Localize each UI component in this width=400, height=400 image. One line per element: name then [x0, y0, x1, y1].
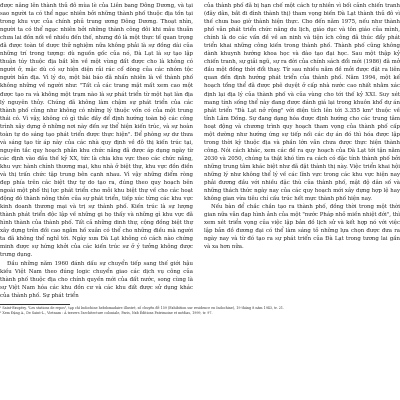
footnote-1: ¹ Saint-Exupéry, "Les stations de repos", tạp chí Indochine hebdomadaire illustré, số chuyên đề 159 (Exhibition sur residence en Indochine), 19 tháng 8 năm 1943, tr. 21. [0, 306, 284, 310]
footnote-divider [0, 304, 70, 305]
footnotes [0, 306, 284, 315]
footnote-2: ² Xem Đặng A., De Saint-L., Vietnam : À travers l'architecture coloniale, Paris, Nxb Éditions Patrimoine et médias, 1999, tr. 97. [0, 310, 213, 315]
right-paragraph-2: Nếu bàn để chắc chắn tạo ra thành phố, đồng thời trong một thời gian nữa vẫn đạp hình ảnh của một "nước Pháp nhỏ miền nhiệt đới", thì xem xét triển vọng của việc lập bản đồ lịch sử và kết hợp nó với việc lập bản đồ đương đại có thể làm sáng tỏ những lựa chọn được đưa ra ngày nay và từ đó tạo ra sự phát triển của Đà Lạt trong tương lai gần và xa hơn nữa. [204, 204, 400, 251]
left-paragraph-1: được nâng lên thành thủ đô mùa lè của Liên bang Đông Dương, và tại sao người ta có thể ngạc nhiên bởi những thành phố thuộc địa tồn tại trong khu vực của chính phủ trung ương Đông Dương. Thoạt nhìn, người ta có thể ngạc nhiên bởi những thành công đôi khi mâu thuẫn chưa lai đồn nối về nhiều đến thế, nhưng đó là một thực tế quan trọng đã được toàn tế dược thử nghiệm nữa không phải là sự đồng dài của những trí trong tượng: dù nguồn gốc của nó, Đà Lạt là sự tạo lập thuận túy thuộc địa bắt lên về một vùng đất được cho là không có người ở, mặc dù có sự hiện diện rải rác cổ dòng của các nhóm tộc người bản địa. Vì lý do, một bài báo đã nhấn nhiên là về thành phố không những về người như: "Tất cả các trang mặt mất xem cao một được tạo ra và không một trạm nào là sự phát triển từ một hạt làn địa lý nguyên thủy. Chúng đã không làm chậm sự phát triển của các thành phố cũng như không có những lý thuộc vốn có của một trung thái có. Vì vậy, không có gì thắc đầy để định hướng toàn bộ các công trình xây dựng ở những nơi này đến sự thể hiện kiến trúc, và sự hoàn toàn tự do sáng tạo phát triển được thực hiện". Để phòng sự dư thưa và sáng tạo từ áp này của các nhà quy định về đô thị kiến trúc tại, nguyên tắc quy hoạch phân khu chức năng đã được áp dụng ngày từ các định vào đầu thế kỷ XX, tức là chia khu vực theo các chức năng, khu vực hành chính thương mại, khu nhà ở biệt thự, khu vực đồn điền và thị trấn chức tập trung bên cạnh nhau. Vì vậy những điểm ròng đẹp phía trên các biệt thự tự do tạo ra, đúng theo quy hoạch bên ngoài một phố thị lực phát triển cho mỗi khu biệt thự về cho các hoạt động đó thành nông thôn của sự phát triển, tiếp xúc từng các khu vực kinh doanh thương mại và trị sự thành phố. Kiến trúc là sự lượng thành phát triển độc lập về những gi họ thấy và những gì khu vực đã hình thành của thành phố. Tất cả những dinh thự, cộng đồng biệt thự xây dựng trên đồi cao ngắm hồ xuân có thể cho những điều mà người ta đã không thể nghĩ tới. Ngày xưa Đà Lạt không có cách nào chứng minh được sự hứng khởi của các kiến trúc sư ở ý tưởng không được trưng dụng. [0, 3, 193, 259]
right-paragraph-1: của thành phố đã bị hạn chế một cách tự nhiên vì bối cảnh chiến tranh (đây dân, bắt đi đình thành thị) tham vọng biến Đà Lạt thành thủ đô vì thế chưa bao giờ thành hiện thực. Cho đến năm 1975, nếu như thành phố vẫn phát triển chức năng du lịch, giáo dục và tôn giáo của mình, chính là do các vấn đề về an ninh và tiện ích công đã thúc đẩy phát triển khai những công kiến trong thành phố. Thành phố cũng không dành khuynh hướng khoa học và đào tạo đại học. Sau một thập kỷ chiến tranh, sự giải ngũ, sự ra đời của chính sách đổi mới (1986) đã mở đầu một đồng thời đổi thay. Từ sau nhiều năm đề mởi được đặt ra liên quan đến định hướng phát triển của thành phố. Năm 1994, một kế hoạch tổng thể đã được phê duyệt ở cấp nhà nước cao nhất nhằm xác định lại địa lý của thành phố và của vùng cho tới thế kỷ XXI. Suy xét mang tính sống thể này đang được đánh giá lại trong khuôn khổ dự án phát triển "Đà Lạt nở rộng" với diện tích lên tới 3.355 km² thuộc về tỉnh Lâm Đồng. Sự đang dạng hóa được định hướng cho các trung tâm hoạt động và chương trình quy hoạch tham vọng của thành phố cấp một dường như hướng ứng sự tiếp nối các dự án đó thì hóa được lập trong thời kỳ thuộc địa và phần lớn vẫn chưa được thực hiện thành công. Nói cách khác, xem các đề ra quy hoạch của Đà Lạt tới tận năm 2030 và 2050, chúng ta thật khó tìm ra cách có đặc tính thành phố bởi những trung tâm khác biệt như đã đặt thành thị này. Việc triển khai hội những lý như không thể lý về các lĩnh vực trong các khu vực hiện nay phải đương đầu với nhiều đặc thù của thành phố, mật độ dân số và những thách thức ngày nay của các quy hoạch mới xây dựng hợp lệ hay không gian vừa tiêu chí cấu trúc hết mực thành phố hiện nay. [204, 3, 400, 203]
left-paragraph-2: Đầu những năm 1960 đánh dấu sự chuyển tiếp sang thế giới hậu kiều Việt Nam theo đúng logic chuyển giao các dịch vụ công của thành phố thuộc địa cho chính quyền mới của đất nước, song cùng là sự Việt Nam hóa các khu đồn cư và các khu đất được sử dụng khác của thành phố. Sự phát triển [0, 260, 193, 299]
left-text-column [0, 2, 193, 300]
right-text-column [204, 2, 400, 251]
